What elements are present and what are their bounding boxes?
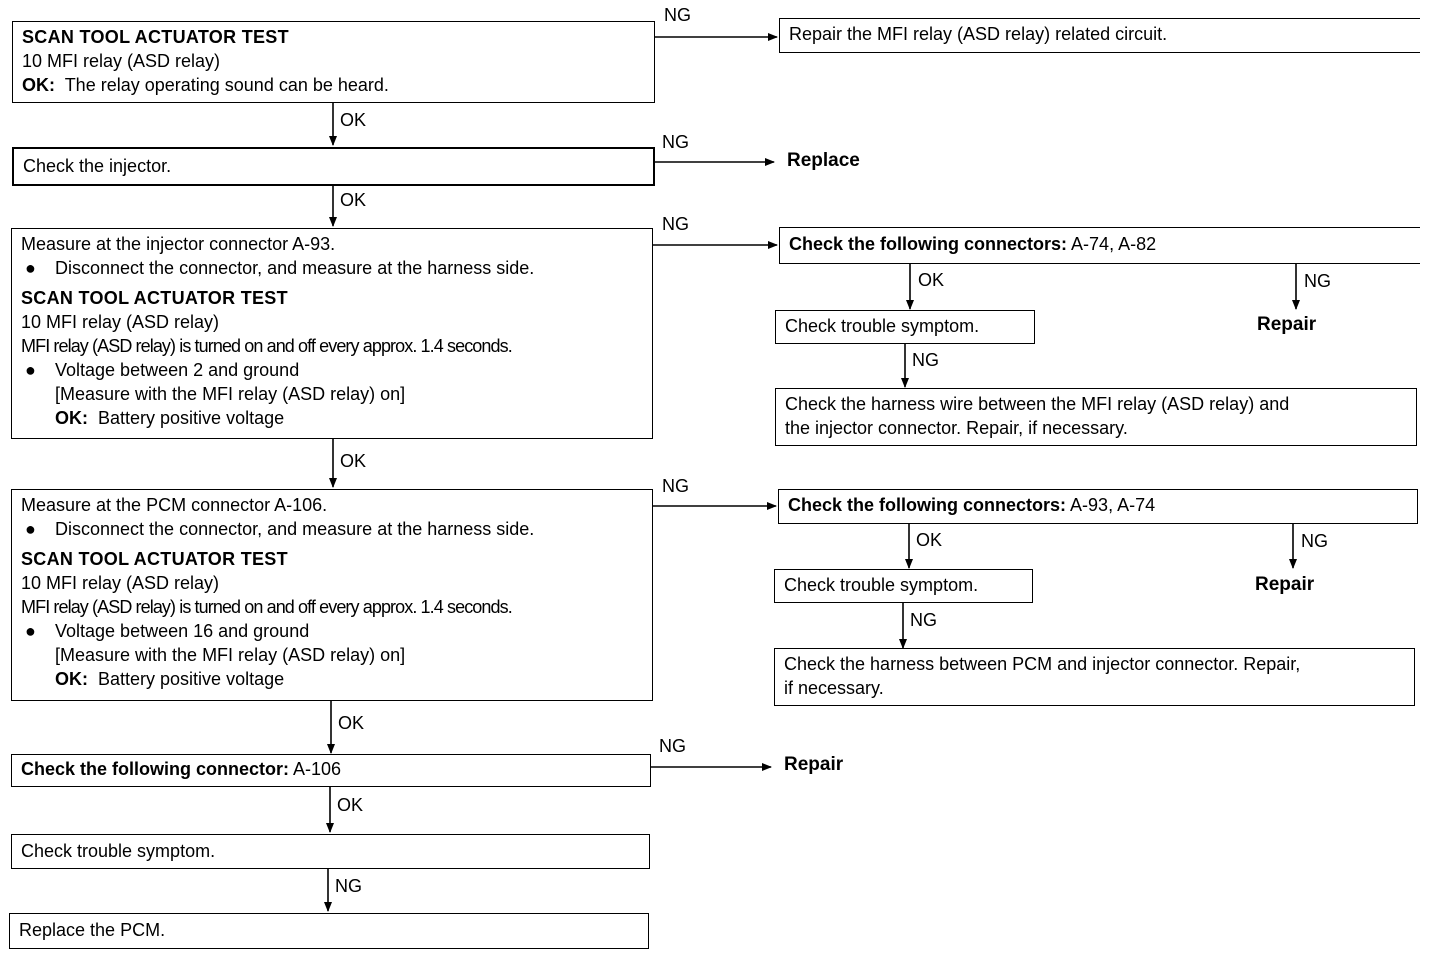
step1-box [12, 21, 655, 103]
label-ok-step4-conn: OK [916, 530, 943, 550]
label-ok-step1: OK [340, 110, 367, 130]
step4-heading: SCAN TOOL ACTUATOR TEST [21, 549, 288, 569]
step1-heading: SCAN TOOL ACTUATOR TEST [22, 27, 289, 47]
step4-ok-key: OK: [55, 669, 88, 689]
step4-connectors-label: Check the following connectors: [788, 495, 1067, 515]
step5-label: Check the following connector: [21, 759, 290, 779]
label-ok-step3-conn: OK [918, 270, 945, 290]
step4-cycle: MFI relay (ASD relay) is turned on and off every approx. 1.4 seconds. [21, 597, 512, 617]
step4-disconnect: Disconnect the connector, and measure at the harness side. [55, 519, 535, 539]
step4-connectors-box [778, 489, 1418, 524]
step2-ng-action: Replace [787, 150, 860, 171]
step3-cycle: MFI relay (ASD relay) is turned on and off every approx. 1.4 seconds. [21, 336, 512, 356]
step3-connectors-box [779, 227, 1420, 264]
step3-disconnect: Disconnect the connector, and measure at the harness side. [55, 258, 535, 278]
label-ng-step4: NG [662, 476, 689, 496]
step4-measure: Measure at the PCM connector A-106. [21, 495, 328, 515]
step1-ok-line [22, 73, 645, 97]
step7-box [9, 913, 649, 949]
step5-box [11, 754, 651, 787]
step3-connectors-list: A-74, A-82 [1071, 234, 1157, 254]
step3-harness-box [775, 388, 1417, 446]
step3-harness-line1: Check the harness wire between the MFI relay (ASD relay) and [785, 394, 1290, 414]
step3-ok-key: OK: [55, 408, 88, 428]
label-ng-step2: NG [662, 132, 689, 152]
step2-text: Check the injector. [23, 156, 172, 176]
step6-box [11, 834, 650, 869]
step4-condition: [Measure with the MFI relay (ASD relay) on] [55, 645, 406, 665]
step4-box [11, 489, 653, 701]
step2-box [12, 147, 655, 186]
step4-harness-line2: if necessary. [784, 678, 884, 698]
step4-ok-text: Battery positive voltage [98, 669, 285, 689]
step1-ng-text: Repair the MFI relay (ASD relay) related circuit. [789, 24, 1168, 44]
bullet-icon: ● [25, 519, 36, 539]
step3-symptom-text: Check trouble symptom. [785, 316, 980, 336]
label-ng-step6: NG [335, 876, 362, 896]
label-ok-step4: OK [338, 713, 365, 733]
step4-symptom-box [774, 569, 1033, 603]
step5-line [21, 757, 641, 781]
step3-connectors-line [789, 232, 1411, 256]
step1-ok-text: The relay operating sound can be heard. [64, 75, 389, 95]
step3-ok-line [21, 406, 643, 430]
step4-connectors-list: A-93, A-74 [1070, 495, 1156, 515]
step3-connectors-label: Check the following connectors: [789, 234, 1068, 254]
step4-voltage-line [21, 619, 643, 643]
step5-ng-action: Repair [784, 754, 844, 775]
step4-harness-line1: Check the harness between PCM and injector connector. Repair, [784, 654, 1301, 674]
bullet-icon: ● [25, 621, 36, 641]
step4-item: 10 MFI relay (ASD relay) [21, 573, 220, 593]
step4-disconnect-line [21, 517, 643, 541]
label-ng-step1: NG [664, 5, 691, 25]
step4-ok-line [21, 667, 643, 691]
label-ok-step2: OK [340, 190, 367, 210]
step4-voltage: Voltage between 16 and ground [55, 621, 310, 641]
bullet-icon: ● [25, 258, 36, 278]
label-ok-step3: OK [340, 451, 367, 471]
step3-harness-line2: the injector connector. Repair, if necessary. [785, 418, 1128, 438]
step1-ng-box [779, 18, 1420, 53]
step1-ok-key: OK: [22, 75, 55, 95]
label-ng-step3-symptom: NG [912, 350, 939, 370]
step3-heading: SCAN TOOL ACTUATOR TEST [21, 288, 288, 308]
label-ng-step4-conn: NG [1301, 531, 1328, 551]
step3-box [11, 228, 653, 439]
label-ok-step5: OK [337, 795, 364, 815]
step3-voltage-line [21, 358, 643, 382]
step4-connectors-line [788, 493, 1408, 517]
step3-voltage: Voltage between 2 and ground [55, 360, 300, 380]
label-ng-step3-conn: NG [1304, 271, 1331, 291]
step3-condition: [Measure with the MFI relay (ASD relay) on] [55, 384, 406, 404]
step3-item: 10 MFI relay (ASD relay) [21, 312, 220, 332]
step1-item: 10 MFI relay (ASD relay) [22, 51, 221, 71]
step6-text: Check trouble symptom. [21, 841, 216, 861]
step3-disconnect-line [21, 256, 643, 280]
step7-text: Replace the PCM. [19, 920, 166, 940]
bullet-icon: ● [25, 360, 36, 380]
step3-symptom-box [775, 310, 1035, 344]
step5-connector: A-106 [293, 759, 342, 779]
label-ng-step5: NG [659, 736, 686, 756]
step4-harness-box [774, 648, 1415, 706]
step4-repair-action: Repair [1255, 574, 1315, 595]
step4-symptom-text: Check trouble symptom. [784, 575, 979, 595]
step3-measure: Measure at the injector connector A-93. [21, 234, 336, 254]
step3-ok-text: Battery positive voltage [98, 408, 285, 428]
label-ng-step4-symptom: NG [910, 610, 937, 630]
step3-repair-action: Repair [1257, 314, 1317, 335]
label-ng-step3: NG [662, 214, 689, 234]
